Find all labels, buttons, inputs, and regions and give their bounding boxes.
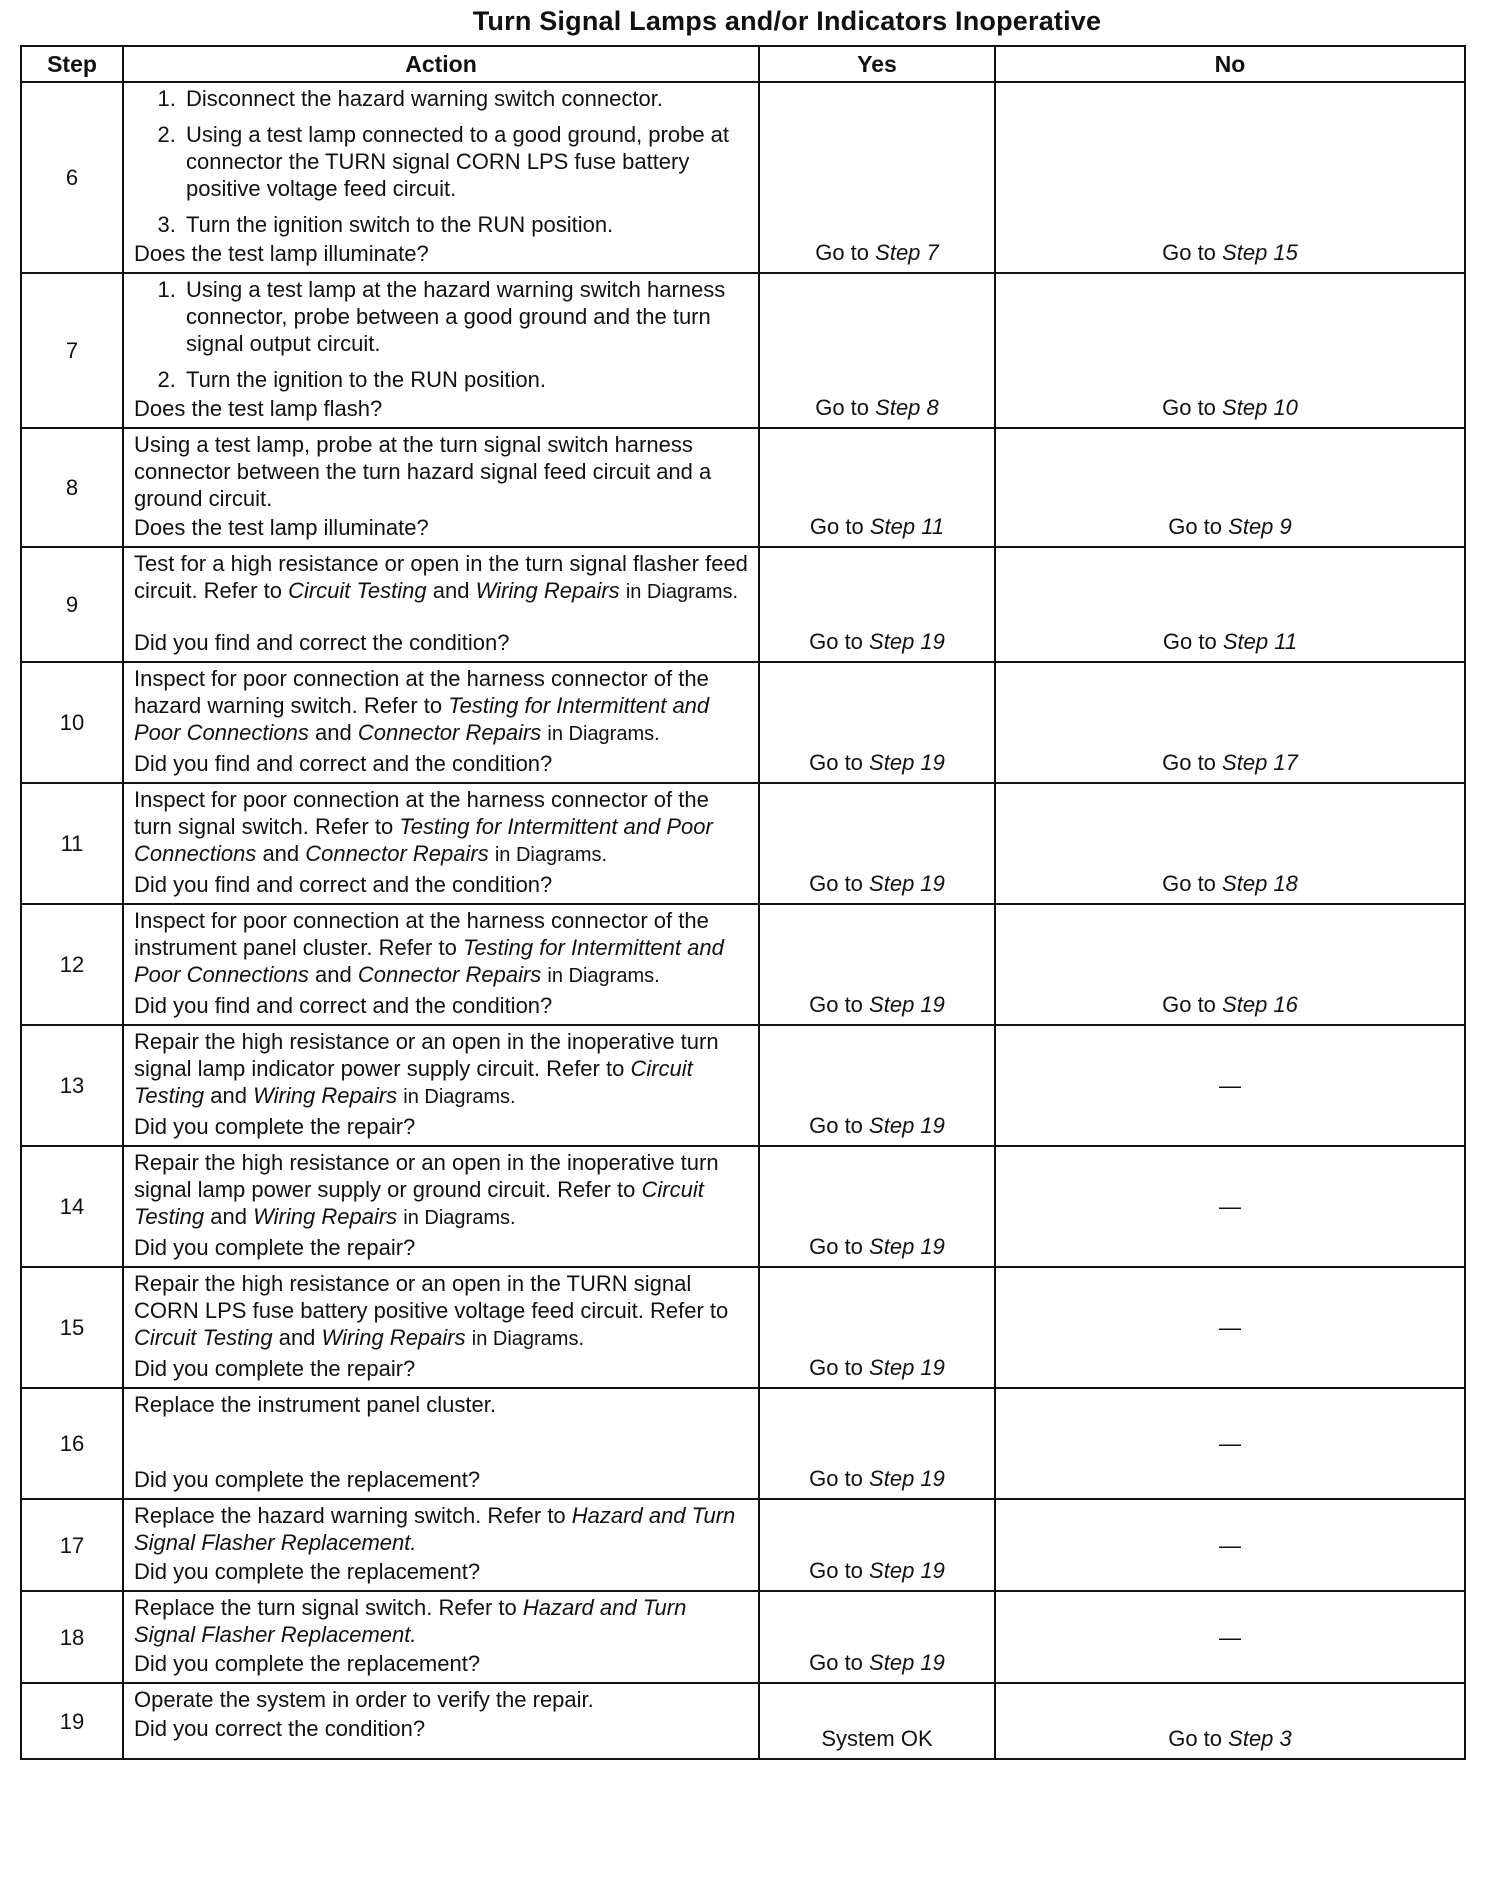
yes-step-link[interactable]: Step 19 [869,1234,945,1259]
yes-step-link[interactable]: Step 19 [869,992,945,1017]
yes-cell [759,82,995,273]
yes-cell [759,662,995,783]
question-text: Did you complete the repair? [134,1356,416,1381]
no-step-link[interactable]: Step 18 [1222,871,1298,896]
action-text: Replace the instrument panel cluster. [134,1392,496,1417]
step-number: 10 [21,662,123,783]
no-cell: — [995,1025,1465,1146]
action-text: Operate the system in order to verify the repair. [134,1687,594,1712]
yes-cell: System OK [759,1683,995,1759]
no-cell [995,783,1465,904]
reference-link[interactable]: Testing for Intermittent and Poor Connections [134,814,713,866]
no-step-link[interactable]: Step 16 [1222,992,1298,1017]
header-yes: Yes [759,46,995,82]
yes-step-link[interactable]: Step 19 [869,1355,945,1380]
yes-prefix: Go to [809,514,864,539]
action-text-part: Repair the high resistance or an open in the inoperative turn signal lamp indicator power supply circuit. Refer to [134,1029,719,1081]
action-text-part: in Diagrams. [403,1086,516,1108]
action-cell [123,273,759,428]
question-text: Did you find and correct and the condition? [134,993,553,1018]
reference-link[interactable]: Wiring Repairs [253,1083,398,1108]
action-cell [123,1499,759,1591]
action-text-part: in Diagrams. [625,581,739,603]
reference-link[interactable]: Connector Repairs [357,720,542,745]
action-text-part: Repair the high resistance or an open in the inoperative turn signal lamp power supply or ground circuit. Refer to [134,1150,719,1202]
page-title: Turn Signal Lamps and/or Indicators Inoperative [472,6,1102,36]
header-step: Step [21,46,123,82]
action-list [134,276,748,393]
step-number: 18 [21,1591,123,1683]
action-text-part: and [278,1325,316,1350]
action-cell [123,428,759,547]
table-row [21,1683,1465,1759]
yes-prefix: Go to [809,1650,863,1675]
reference-link[interactable]: Circuit Testing [134,1325,273,1350]
reference-link[interactable]: Testing for Intermittent and Poor Connections [134,693,710,745]
question-text: Did you find and correct the condition? [134,630,510,655]
action-text-part: Replace the turn signal switch. Refer to [134,1595,517,1620]
no-prefix: Go to [1168,1726,1223,1751]
no-prefix: Go to [1162,395,1216,420]
step-number: 14 [21,1146,123,1267]
list-item: 3. Turn the ignition switch to the RUN position. [182,211,748,238]
table-row [21,82,1465,273]
yes-prefix: Go to [809,750,863,775]
yes-step-link[interactable]: Step 19 [869,1466,945,1491]
action-text [134,1028,748,1111]
yes-step-link[interactable]: Step 7 [875,240,939,265]
action-text [134,1594,748,1648]
yes-step-link[interactable]: Step 11 [869,514,945,539]
no-cell: — [995,1267,1465,1388]
action-text [134,1149,748,1232]
yes-step-link[interactable]: Step 19 [869,1558,945,1583]
header-row [21,46,1465,82]
no-cell [995,662,1465,783]
action-cell [123,1388,759,1499]
question-text: Does the test lamp illuminate? [134,241,429,266]
action-text [134,665,748,748]
action-cell [123,1683,759,1759]
no-prefix: Go to [1162,240,1216,265]
action-text-part: in Diagrams. [547,965,660,987]
reference-link[interactable]: Circuit Testing [288,578,427,603]
no-cell [995,82,1465,273]
question-text: Did you complete the replacement? [134,1559,481,1584]
action-text-part: and [210,1083,247,1108]
yes-prefix: Go to [809,1234,863,1259]
step-number: 16 [21,1388,123,1499]
reference-link[interactable]: Testing for Intermittent and Poor Connections [134,935,724,987]
no-cell: — [995,1499,1465,1591]
action-text-part: and [262,841,300,866]
action-text [134,786,748,869]
table-row [21,1499,1465,1591]
step-number: 17 [21,1499,123,1591]
step-number: 19 [21,1683,123,1759]
table-row [21,1267,1465,1388]
no-cell [995,273,1465,428]
yes-prefix: Go to [809,1355,863,1380]
action-cell [123,1591,759,1683]
table-row [21,1146,1465,1267]
yes-prefix: Go to [815,395,870,420]
no-cell [995,428,1465,547]
question-text: Did you find and correct and the condition? [134,751,553,776]
yes-cell [759,547,995,662]
no-step-link[interactable]: Step 15 [1222,240,1298,265]
step-number: 7 [21,273,123,428]
action-cell [123,547,759,662]
yes-cell [759,1388,995,1499]
no-step-link[interactable]: Step 17 [1222,750,1298,775]
reference-link[interactable]: Connector Repairs [357,962,542,987]
yes-cell [759,273,995,428]
action-text-part: Repair the high resistance or an open in the TURN signal CORN LPS fuse battery positive voltage feed circuit. Refer to [134,1271,729,1323]
no-prefix: Go to [1168,514,1223,539]
action-text-part: and [315,962,352,987]
table-row [21,904,1465,1025]
step-number: 13 [21,1025,123,1146]
diagnostic-table [20,45,1466,1760]
yes-step-link[interactable]: Step 19 [869,1113,945,1138]
question-text: Did you correct the condition? [134,1716,426,1741]
yes-prefix: Go to [815,240,870,265]
action-text-part: in Diagrams. [471,1328,585,1350]
action-text-part: in Diagrams. [494,844,608,866]
header-no: No [995,46,1465,82]
yes-cell [759,1025,995,1146]
step-number: 6 [21,82,123,273]
list-item: 1. Disconnect the hazard warning switch connector. [182,85,748,112]
no-cell: — [995,1388,1465,1499]
reference-link[interactable]: Connector Repairs [305,841,489,866]
yes-step-link[interactable]: Step 8 [875,395,939,420]
table-row [21,1025,1465,1146]
reference-link[interactable]: Wiring Repairs [321,1325,466,1350]
action-cell [123,82,759,273]
yes-cell [759,904,995,1025]
header-action: Action [123,46,759,82]
yes-prefix: Go to [809,1558,863,1583]
reference-link[interactable]: Wiring Repairs [253,1204,398,1229]
no-prefix: Go to [1162,992,1216,1017]
action-text-part: in Diagrams. [547,723,660,745]
action-cell [123,1025,759,1146]
no-step-link[interactable]: Step 11 [1222,629,1298,654]
question-text: Did you find and correct and the condition? [134,872,553,897]
list-item: 2. Turn the ignition to the RUN position. [182,366,748,393]
reference-link[interactable]: Circuit Testing [134,1056,693,1108]
list-item: 1. Using a test lamp at the hazard warning switch harness connector, probe between a good ground and the turn signal output circuit. [182,276,748,357]
yes-step-link[interactable]: Step 19 [869,629,945,654]
yes-step-link[interactable]: Step 19 [869,1650,945,1675]
no-cell [995,904,1465,1025]
yes-prefix: Go to [809,1113,863,1138]
action-text-part: and [210,1204,247,1229]
yes-cell [759,1146,995,1267]
action-cell [123,662,759,783]
question-text: Did you complete the repair? [134,1114,416,1139]
no-prefix: Go to [1162,871,1216,896]
table-row [21,783,1465,904]
list-item: 2. Using a test lamp connected to a good ground, probe at connector the TURN signal CORN LPS fuse battery positive voltage feed circuit. [182,121,748,202]
yes-prefix: Go to [809,992,863,1017]
step-number: 11 [21,783,123,904]
yes-step-link[interactable]: Step 19 [869,750,945,775]
step-number: 8 [21,428,123,547]
yes-prefix: Go to [809,871,863,896]
question-text: Does the test lamp flash? [134,396,383,421]
reference-link[interactable]: Wiring Repairs [475,578,620,603]
reference-link[interactable]: Circuit Testing [134,1177,704,1229]
reference-link[interactable]: Hazard and Turn Signal Flasher Replacement. [134,1503,736,1555]
no-step-link[interactable]: Step 3 [1228,1726,1292,1751]
no-cell [995,547,1465,662]
action-cell [123,783,759,904]
action-text [134,1502,748,1556]
table-row [21,1591,1465,1683]
no-step-link[interactable]: Step 10 [1222,395,1298,420]
yes-cell [759,1591,995,1683]
action-text-part: Inspect for poor connection at the harness connector of the hazard warning switch. Refer to [134,666,709,718]
yes-step-link[interactable]: Step 19 [869,871,945,896]
no-prefix: Go to [1162,629,1217,654]
no-prefix: Go to [1162,750,1216,775]
yes-cell [759,1267,995,1388]
yes-prefix: Go to [809,629,863,654]
action-text [134,550,748,606]
step-number: 12 [21,904,123,1025]
no-cell: — [995,1591,1465,1683]
yes-cell [759,428,995,547]
action-text-part: Inspect for poor connection at the harness connector of the turn signal switch. Refer to [134,787,709,839]
question-text: Did you complete the repair? [134,1235,416,1260]
action-text [134,1270,748,1353]
action-text-part: Replace the hazard warning switch. Refer to [134,1503,566,1528]
step-number: 9 [21,547,123,662]
question-text: Did you complete the replacement? [134,1467,481,1492]
table-row [21,428,1465,547]
no-cell [995,1683,1465,1759]
action-text-part: in Diagrams. [403,1207,516,1229]
action-cell [123,904,759,1025]
yes-prefix: Go to [809,1466,863,1491]
table-row [21,547,1465,662]
action-text: Using a test lamp, probe at the turn signal switch harness connector between the turn hazard signal feed circuit and a ground circuit. [134,432,712,511]
action-text-part: and [432,578,470,603]
yes-cell [759,1499,995,1591]
no-cell: — [995,1146,1465,1267]
table-row [21,1388,1465,1499]
action-cell [123,1146,759,1267]
question-text: Did you complete the replacement? [134,1651,481,1676]
yes-cell [759,783,995,904]
action-text-part: and [315,720,352,745]
action-list [134,85,748,238]
action-text-part: Inspect for poor connection at the harness connector of the instrument panel cluster. Refer to [134,908,709,960]
action-cell [123,1267,759,1388]
table-row [21,662,1465,783]
reference-link[interactable]: Hazard and Turn Signal Flasher Replacement. [134,1595,687,1647]
table-row [21,273,1465,428]
action-text [134,907,748,990]
no-step-link[interactable]: Step 9 [1228,514,1292,539]
action-text-part: Test for a high resistance or open in the turn signal flasher feed circuit. Refer to [134,551,748,603]
question-text: Does the test lamp illuminate? [134,515,429,540]
step-number: 15 [21,1267,123,1388]
